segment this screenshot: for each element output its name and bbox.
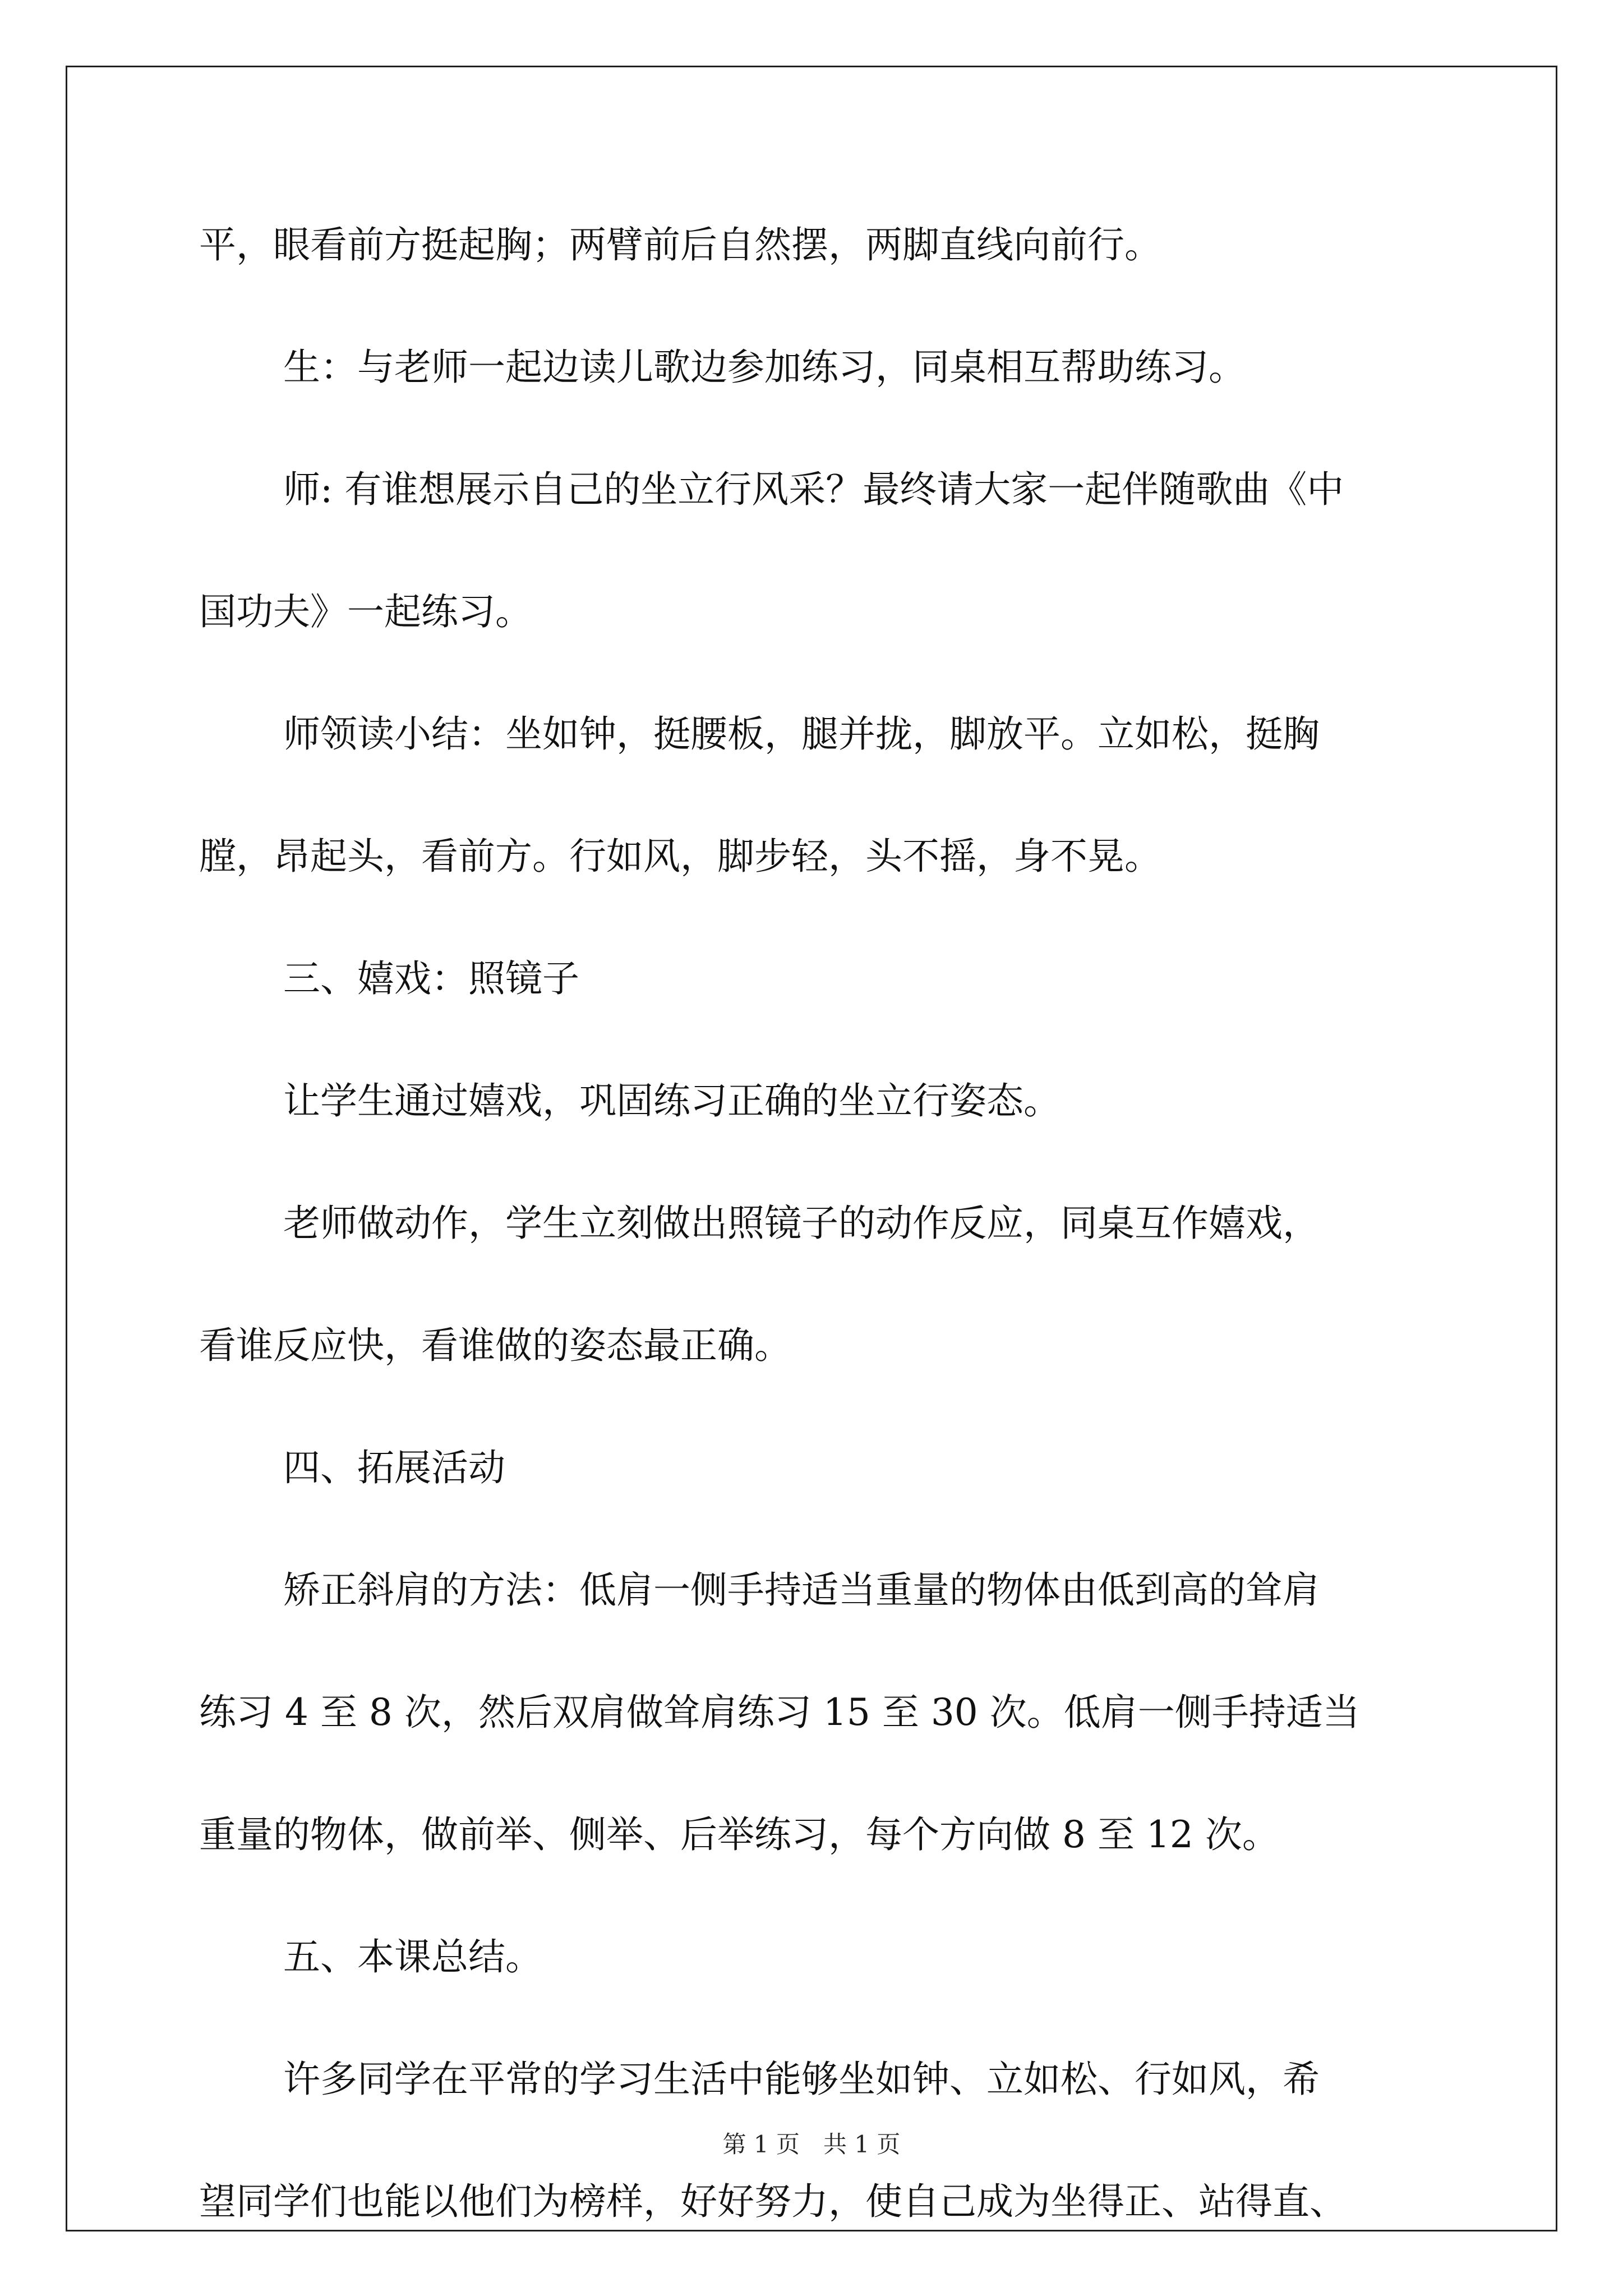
text-line: 重量的物体，做前举、侧举、后举练习，每个方向做 8 至 12 次。 bbox=[199, 1813, 1279, 1856]
text-line: 平，眼看前方挺起胸；两臂前后自然摆，两脚直线向前行。 bbox=[199, 223, 1161, 266]
text-line: 让学生通过嬉戏，巩固练习正确的坐立行姿态。 bbox=[283, 1079, 1061, 1122]
text-line: 练习 4 至 8 次，然后双肩做耸肩练习 15 至 30 次。低肩一侧手持适当 bbox=[199, 1691, 1360, 1734]
text-line: 许多同学在平常的学习生活中能够坐如钟、立如松、行如风，希 bbox=[283, 2058, 1320, 2101]
page-footer: 第 1 页 共 1 页 bbox=[722, 2131, 901, 2158]
page-border bbox=[66, 66, 1557, 2231]
text-line: 老师做动作，学生立刻做出照镜子的动作反应，同桌互作嬉戏， bbox=[283, 1202, 1320, 1245]
text-line: 国功夫》一起练习。 bbox=[199, 590, 532, 633]
text-line: 生：与老师一起边读儿歌边参加练习，同桌相互帮助练习。 bbox=[283, 346, 1246, 389]
text-line: 膛，昂起头，看前方。行如风，脚步轻，头不摇，身不晃。 bbox=[199, 835, 1161, 878]
text-line: 矫正斜肩的方法：低肩一侧手持适当重量的物体由低到高的耸肩 bbox=[283, 1568, 1320, 1612]
text-line: 师领读小结：坐如钟，挺腰板，腿并拢，脚放平。立如松，挺胸 bbox=[283, 712, 1320, 756]
text-line: 看谁反应快，看谁做的姿态最正确。 bbox=[199, 1324, 791, 1367]
text-line: 师: 有谁想展示自己的坐立行风采？最终请大家一起伴随歌曲《中 bbox=[283, 468, 1344, 511]
text-line: 三、嬉戏：照镜子 bbox=[283, 957, 579, 1000]
text-line: 四、拓展活动 bbox=[283, 1446, 505, 1489]
text-line: 望同学们也能以他们为榜样，好好努力，使自己成为坐得正、站得直、 bbox=[199, 2180, 1347, 2223]
text-line: 五、本课总结。 bbox=[283, 1935, 542, 1978]
